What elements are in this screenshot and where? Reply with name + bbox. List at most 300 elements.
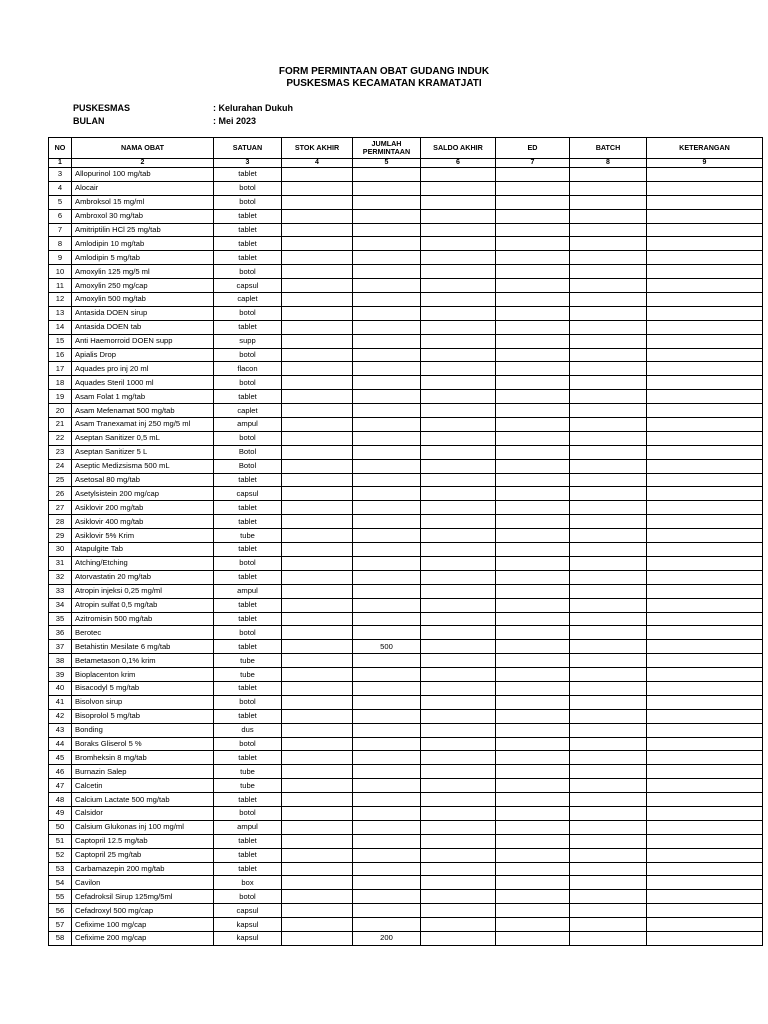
row-saldo-akhir-cell xyxy=(421,209,496,223)
row-ed-cell xyxy=(496,806,570,820)
row-nama-obat-cell: Asetosal 80 mg/tab xyxy=(72,473,214,487)
row-nama-obat-cell: Aquades Steril 1000 ml xyxy=(72,376,214,390)
row-no-cell: 28 xyxy=(49,515,72,529)
table-row xyxy=(49,334,763,348)
row-no-cell: 30 xyxy=(49,543,72,557)
row-satuan-cell: botol xyxy=(214,181,282,195)
row-jumlah-permintaan-cell xyxy=(353,320,421,334)
row-ed-cell xyxy=(496,293,570,307)
table-row xyxy=(49,806,763,820)
row-nama-obat-cell: Carbamazepin 200 mg/tab xyxy=(72,862,214,876)
row-stok-akhir-cell xyxy=(282,695,353,709)
row-nama-obat-cell: Asiklovir 400 mg/tab xyxy=(72,515,214,529)
row-jumlah-permintaan-cell xyxy=(353,209,421,223)
col-number: 7 xyxy=(496,159,570,168)
row-jumlah-permintaan-cell xyxy=(353,723,421,737)
row-ed-cell xyxy=(496,168,570,182)
row-jumlah-permintaan-cell xyxy=(353,431,421,445)
row-batch-cell xyxy=(570,765,647,779)
row-jumlah-permintaan-cell xyxy=(353,626,421,640)
row-no-cell: 23 xyxy=(49,445,72,459)
row-stok-akhir-cell xyxy=(282,348,353,362)
row-jumlah-permintaan-cell xyxy=(353,459,421,473)
row-no-cell: 27 xyxy=(49,501,72,515)
row-satuan-cell: ampul xyxy=(214,418,282,432)
row-batch-cell xyxy=(570,390,647,404)
row-stok-akhir-cell xyxy=(282,848,353,862)
row-jumlah-permintaan-cell xyxy=(353,862,421,876)
row-nama-obat-cell: Bisolvon sirup xyxy=(72,695,214,709)
row-batch-cell xyxy=(570,529,647,543)
row-batch-cell xyxy=(570,348,647,362)
row-saldo-akhir-cell xyxy=(421,931,496,945)
row-batch-cell xyxy=(570,431,647,445)
row-satuan-cell: tube xyxy=(214,529,282,543)
row-keterangan-cell xyxy=(647,195,763,209)
row-no-cell: 33 xyxy=(49,584,72,598)
row-saldo-akhir-cell xyxy=(421,570,496,584)
row-no-cell: 39 xyxy=(49,668,72,682)
row-jumlah-permintaan-cell xyxy=(353,362,421,376)
row-batch-cell xyxy=(570,223,647,237)
col-header-stok-akhir: STOK AKHIR xyxy=(282,138,353,159)
row-ed-cell xyxy=(496,890,570,904)
table-row xyxy=(49,209,763,223)
row-ed-cell xyxy=(496,487,570,501)
row-jumlah-permintaan-cell xyxy=(353,501,421,515)
row-no-cell: 43 xyxy=(49,723,72,737)
table-row xyxy=(49,306,763,320)
table-row xyxy=(49,320,763,334)
row-ed-cell xyxy=(496,765,570,779)
row-no-cell: 50 xyxy=(49,820,72,834)
row-no-cell: 36 xyxy=(49,626,72,640)
row-keterangan-cell xyxy=(647,279,763,293)
row-nama-obat-cell: Asam Mefenamat 500 mg/tab xyxy=(72,404,214,418)
row-batch-cell xyxy=(570,209,647,223)
table-row xyxy=(49,876,763,890)
row-keterangan-cell xyxy=(647,695,763,709)
row-ed-cell xyxy=(496,265,570,279)
row-keterangan-cell xyxy=(647,487,763,501)
row-keterangan-cell xyxy=(647,431,763,445)
row-batch-cell xyxy=(570,445,647,459)
row-satuan-cell: botol xyxy=(214,626,282,640)
table-row xyxy=(49,931,763,945)
col-number: 1 xyxy=(49,159,72,168)
row-satuan-cell: tablet xyxy=(214,473,282,487)
row-keterangan-cell xyxy=(647,598,763,612)
row-satuan-cell: tablet xyxy=(214,598,282,612)
row-satuan-cell: tablet xyxy=(214,223,282,237)
row-nama-obat-cell: Amitriptilin HCl 25 mg/tab xyxy=(72,223,214,237)
row-batch-cell xyxy=(570,681,647,695)
table-row xyxy=(49,848,763,862)
row-satuan-cell: box xyxy=(214,876,282,890)
row-batch-cell xyxy=(570,237,647,251)
col-number: 8 xyxy=(570,159,647,168)
row-satuan-cell: tablet xyxy=(214,251,282,265)
row-no-cell: 44 xyxy=(49,737,72,751)
row-satuan-cell: caplet xyxy=(214,293,282,307)
row-no-cell: 6 xyxy=(49,209,72,223)
row-batch-cell xyxy=(570,306,647,320)
row-batch-cell xyxy=(570,820,647,834)
row-satuan-cell: tablet xyxy=(214,709,282,723)
row-batch-cell xyxy=(570,376,647,390)
row-stok-akhir-cell xyxy=(282,598,353,612)
row-satuan-cell: tube xyxy=(214,668,282,682)
row-nama-obat-cell: Bonding xyxy=(72,723,214,737)
row-keterangan-cell xyxy=(647,918,763,932)
row-stok-akhir-cell xyxy=(282,487,353,501)
table-row xyxy=(49,640,763,654)
row-no-cell: 7 xyxy=(49,223,72,237)
row-saldo-akhir-cell xyxy=(421,195,496,209)
row-ed-cell xyxy=(496,779,570,793)
row-no-cell: 8 xyxy=(49,237,72,251)
table-row xyxy=(49,459,763,473)
row-jumlah-permintaan-cell xyxy=(353,445,421,459)
row-satuan-cell: kapsul xyxy=(214,918,282,932)
row-nama-obat-cell: Cefadroxyl 500 mg/cap xyxy=(72,904,214,918)
row-ed-cell xyxy=(496,834,570,848)
row-stok-akhir-cell xyxy=(282,334,353,348)
row-no-cell: 13 xyxy=(49,306,72,320)
row-satuan-cell: botol xyxy=(214,806,282,820)
row-keterangan-cell xyxy=(647,737,763,751)
row-satuan-cell: tube xyxy=(214,654,282,668)
row-keterangan-cell xyxy=(647,501,763,515)
row-stok-akhir-cell xyxy=(282,306,353,320)
row-satuan-cell: capsul xyxy=(214,279,282,293)
row-batch-cell xyxy=(570,362,647,376)
row-satuan-cell: tablet xyxy=(214,848,282,862)
row-saldo-akhir-cell xyxy=(421,626,496,640)
row-no-cell: 11 xyxy=(49,279,72,293)
row-no-cell: 19 xyxy=(49,390,72,404)
row-keterangan-cell xyxy=(647,543,763,557)
row-nama-obat-cell: Amoxylin 125 mg/5 ml xyxy=(72,265,214,279)
row-nama-obat-cell: Cavilon xyxy=(72,876,214,890)
row-saldo-akhir-cell xyxy=(421,501,496,515)
row-satuan-cell: caplet xyxy=(214,404,282,418)
row-stok-akhir-cell xyxy=(282,515,353,529)
row-batch-cell xyxy=(570,848,647,862)
row-jumlah-permintaan-cell xyxy=(353,168,421,182)
row-ed-cell xyxy=(496,348,570,362)
row-nama-obat-cell: Asam Tranexamat inj 250 mg/5 ml xyxy=(72,418,214,432)
row-saldo-akhir-cell xyxy=(421,862,496,876)
row-ed-cell xyxy=(496,306,570,320)
row-no-cell: 32 xyxy=(49,570,72,584)
row-jumlah-permintaan-cell xyxy=(353,584,421,598)
row-batch-cell xyxy=(570,751,647,765)
row-batch-cell xyxy=(570,584,647,598)
row-satuan-cell: tablet xyxy=(214,501,282,515)
row-no-cell: 12 xyxy=(49,293,72,307)
row-keterangan-cell xyxy=(647,779,763,793)
row-stok-akhir-cell xyxy=(282,431,353,445)
row-keterangan-cell xyxy=(647,445,763,459)
row-stok-akhir-cell xyxy=(282,612,353,626)
row-no-cell: 53 xyxy=(49,862,72,876)
row-keterangan-cell xyxy=(647,390,763,404)
row-ed-cell xyxy=(496,584,570,598)
row-keterangan-cell xyxy=(647,404,763,418)
row-saldo-akhir-cell xyxy=(421,487,496,501)
row-keterangan-cell xyxy=(647,654,763,668)
row-nama-obat-cell: Amoxylin 500 mg/tab xyxy=(72,293,214,307)
row-stok-akhir-cell xyxy=(282,529,353,543)
row-satuan-cell: botol xyxy=(214,195,282,209)
col-number: 4 xyxy=(282,159,353,168)
row-keterangan-cell xyxy=(647,181,763,195)
row-ed-cell xyxy=(496,918,570,932)
row-nama-obat-cell: Atching/Etching xyxy=(72,556,214,570)
row-nama-obat-cell: Asetylsistein 200 mg/cap xyxy=(72,487,214,501)
row-jumlah-permintaan-cell xyxy=(353,709,421,723)
row-saldo-akhir-cell xyxy=(421,431,496,445)
row-batch-cell xyxy=(570,654,647,668)
row-stok-akhir-cell xyxy=(282,473,353,487)
row-stok-akhir-cell xyxy=(282,793,353,807)
row-keterangan-cell xyxy=(647,320,763,334)
row-stok-akhir-cell xyxy=(282,459,353,473)
row-stok-akhir-cell xyxy=(282,668,353,682)
row-ed-cell xyxy=(496,404,570,418)
table-row xyxy=(49,390,763,404)
row-nama-obat-cell: Captopril 25 mg/tab xyxy=(72,848,214,862)
row-jumlah-permintaan-cell xyxy=(353,390,421,404)
row-batch-cell xyxy=(570,251,647,265)
col-number: 6 xyxy=(421,159,496,168)
row-jumlah-permintaan-cell xyxy=(353,848,421,862)
row-jumlah-permintaan-cell xyxy=(353,834,421,848)
row-saldo-akhir-cell xyxy=(421,834,496,848)
row-stok-akhir-cell xyxy=(282,709,353,723)
row-stok-akhir-cell xyxy=(282,751,353,765)
row-keterangan-cell xyxy=(647,293,763,307)
row-no-cell: 20 xyxy=(49,404,72,418)
row-batch-cell xyxy=(570,876,647,890)
row-stok-akhir-cell xyxy=(282,168,353,182)
row-stok-akhir-cell xyxy=(282,723,353,737)
row-jumlah-permintaan-cell xyxy=(353,418,421,432)
row-no-cell: 15 xyxy=(49,334,72,348)
row-jumlah-permintaan-cell xyxy=(353,487,421,501)
row-ed-cell xyxy=(496,223,570,237)
row-saldo-akhir-cell xyxy=(421,251,496,265)
row-nama-obat-cell: Berotec xyxy=(72,626,214,640)
row-saldo-akhir-cell xyxy=(421,306,496,320)
row-no-cell: 57 xyxy=(49,918,72,932)
row-stok-akhir-cell xyxy=(282,904,353,918)
row-keterangan-cell xyxy=(647,626,763,640)
row-satuan-cell: Botol xyxy=(214,445,282,459)
row-jumlah-permintaan-cell xyxy=(353,195,421,209)
table-row xyxy=(49,404,763,418)
row-batch-cell xyxy=(570,459,647,473)
row-keterangan-cell xyxy=(647,862,763,876)
row-nama-obat-cell: Calsidor xyxy=(72,806,214,820)
row-ed-cell xyxy=(496,876,570,890)
col-number: 9 xyxy=(647,159,763,168)
row-saldo-akhir-cell xyxy=(421,181,496,195)
row-no-cell: 55 xyxy=(49,890,72,904)
row-jumlah-permintaan-cell xyxy=(353,543,421,557)
table-row xyxy=(49,626,763,640)
row-ed-cell xyxy=(496,640,570,654)
row-satuan-cell: tablet xyxy=(214,209,282,223)
row-jumlah-permintaan-cell xyxy=(353,695,421,709)
col-header-jumlah-permintaan: JUMLAH PERMINTAAN xyxy=(353,138,421,159)
row-jumlah-permintaan-cell xyxy=(353,876,421,890)
row-nama-obat-cell: Cefadroksil Sirup 125mg/5ml xyxy=(72,890,214,904)
row-batch-cell xyxy=(570,793,647,807)
row-batch-cell xyxy=(570,931,647,945)
row-ed-cell xyxy=(496,612,570,626)
row-stok-akhir-cell xyxy=(282,445,353,459)
row-keterangan-cell xyxy=(647,459,763,473)
col-header-keterangan: KETERANGAN xyxy=(647,138,763,159)
row-ed-cell xyxy=(496,695,570,709)
row-keterangan-cell xyxy=(647,306,763,320)
column-number-row xyxy=(49,159,763,168)
col-number: 5 xyxy=(353,159,421,168)
row-saldo-akhir-cell xyxy=(421,237,496,251)
row-batch-cell xyxy=(570,668,647,682)
row-no-cell: 22 xyxy=(49,431,72,445)
row-jumlah-permintaan-cell xyxy=(353,654,421,668)
row-no-cell: 54 xyxy=(49,876,72,890)
row-satuan-cell: botol xyxy=(214,890,282,904)
row-saldo-akhir-cell xyxy=(421,890,496,904)
row-batch-cell xyxy=(570,890,647,904)
row-saldo-akhir-cell xyxy=(421,556,496,570)
col-number: 2 xyxy=(72,159,214,168)
table-row xyxy=(49,445,763,459)
row-stok-akhir-cell xyxy=(282,876,353,890)
row-stok-akhir-cell xyxy=(282,418,353,432)
row-stok-akhir-cell xyxy=(282,501,353,515)
row-no-cell: 45 xyxy=(49,751,72,765)
row-jumlah-permintaan-cell xyxy=(353,473,421,487)
row-ed-cell xyxy=(496,320,570,334)
row-stok-akhir-cell xyxy=(282,640,353,654)
row-ed-cell xyxy=(496,626,570,640)
row-keterangan-cell xyxy=(647,584,763,598)
row-satuan-cell: Botol xyxy=(214,459,282,473)
table-row xyxy=(49,918,763,932)
row-stok-akhir-cell xyxy=(282,209,353,223)
row-nama-obat-cell: Amlodipin 10 mg/tab xyxy=(72,237,214,251)
row-stok-akhir-cell xyxy=(282,626,353,640)
row-ed-cell xyxy=(496,931,570,945)
row-satuan-cell: botol xyxy=(214,556,282,570)
table-row xyxy=(49,668,763,682)
table-row xyxy=(49,501,763,515)
row-nama-obat-cell: Anti Haemorroid DOEN supp xyxy=(72,334,214,348)
row-stok-akhir-cell xyxy=(282,584,353,598)
row-keterangan-cell xyxy=(647,848,763,862)
table-row xyxy=(49,779,763,793)
row-saldo-akhir-cell xyxy=(421,737,496,751)
row-keterangan-cell xyxy=(647,334,763,348)
row-nama-obat-cell: Bisacodyl 5 mg/tab xyxy=(72,681,214,695)
row-nama-obat-cell: Ambroxol 30 mg/tab xyxy=(72,209,214,223)
row-nama-obat-cell: Allopurinol 100 mg/tab xyxy=(72,168,214,182)
row-ed-cell xyxy=(496,848,570,862)
row-batch-cell xyxy=(570,404,647,418)
row-nama-obat-cell: Aseptan Sanitizer 0,5 mL xyxy=(72,431,214,445)
row-no-cell: 46 xyxy=(49,765,72,779)
row-no-cell: 48 xyxy=(49,793,72,807)
row-satuan-cell: tablet xyxy=(214,390,282,404)
row-no-cell: 25 xyxy=(49,473,72,487)
row-jumlah-permintaan-cell xyxy=(353,404,421,418)
row-keterangan-cell xyxy=(647,223,763,237)
row-saldo-akhir-cell xyxy=(421,279,496,293)
row-ed-cell xyxy=(496,418,570,432)
row-no-cell: 51 xyxy=(49,834,72,848)
row-ed-cell xyxy=(496,459,570,473)
row-jumlah-permintaan-cell xyxy=(353,279,421,293)
row-nama-obat-cell: Antasida DOEN sirup xyxy=(72,306,214,320)
table-row xyxy=(49,265,763,279)
row-nama-obat-cell: Betametason 0,1% krim xyxy=(72,654,214,668)
row-ed-cell xyxy=(496,723,570,737)
row-no-cell: 34 xyxy=(49,598,72,612)
row-saldo-akhir-cell xyxy=(421,876,496,890)
row-saldo-akhir-cell xyxy=(421,820,496,834)
row-keterangan-cell xyxy=(647,529,763,543)
table-row xyxy=(49,529,763,543)
col-number: 3 xyxy=(214,159,282,168)
row-keterangan-cell xyxy=(647,765,763,779)
row-no-cell: 49 xyxy=(49,806,72,820)
row-saldo-akhir-cell xyxy=(421,376,496,390)
form-subtitle: PUSKESMAS KECAMATAN KRAMATJATI xyxy=(286,78,482,89)
row-saldo-akhir-cell xyxy=(421,806,496,820)
col-header-nama-obat: NAMA OBAT xyxy=(72,138,214,159)
table-row xyxy=(49,473,763,487)
col-header-batch: BATCH xyxy=(570,138,647,159)
form-title: FORM PERMINTAAN OBAT GUDANG INDUK xyxy=(278,66,490,77)
table-row xyxy=(49,418,763,432)
row-ed-cell xyxy=(496,820,570,834)
row-stok-akhir-cell xyxy=(282,543,353,557)
row-batch-cell xyxy=(570,626,647,640)
row-ed-cell xyxy=(496,529,570,543)
bulan-value: : Mei 2023 xyxy=(213,116,257,126)
row-batch-cell xyxy=(570,279,647,293)
row-ed-cell xyxy=(496,279,570,293)
row-saldo-akhir-cell xyxy=(421,459,496,473)
row-no-cell: 3 xyxy=(49,168,72,182)
row-saldo-akhir-cell xyxy=(421,168,496,182)
row-nama-obat-cell: Aseptic Medizsisma 500 mL xyxy=(72,459,214,473)
row-nama-obat-cell: Calsium Glukonas inj 100 mg/ml xyxy=(72,820,214,834)
row-no-cell: 5 xyxy=(49,195,72,209)
row-keterangan-cell xyxy=(647,237,763,251)
row-ed-cell xyxy=(496,654,570,668)
row-jumlah-permintaan-cell xyxy=(353,681,421,695)
table-row xyxy=(49,570,763,584)
row-ed-cell xyxy=(496,668,570,682)
row-ed-cell xyxy=(496,376,570,390)
row-nama-obat-cell: Bisoprolol 5 mg/tab xyxy=(72,709,214,723)
